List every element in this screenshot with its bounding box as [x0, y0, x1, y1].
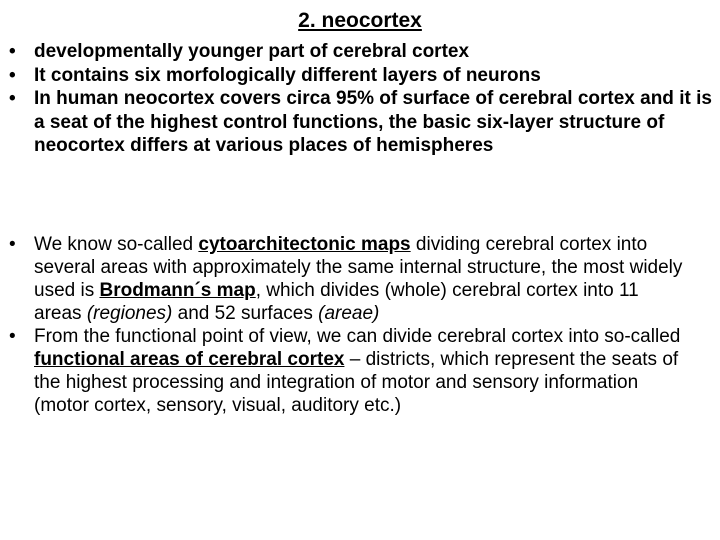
- bullet-list-primary: [0, 40, 720, 158]
- list-item-text: [34, 234, 682, 324]
- list-item: [0, 64, 720, 88]
- list-item-text: [34, 326, 680, 416]
- term-regiones: (regiones): [86, 303, 173, 324]
- list-item-text: It contains six morfologically different layers of neurons: [34, 64, 541, 86]
- bullet-icon: •: [9, 88, 16, 109]
- list-item: [0, 87, 720, 158]
- bullet-icon: •: [9, 41, 16, 62]
- text-run: , which divides (whole) cerebral cortex into 11 areas: [34, 280, 639, 324]
- text-run: and 52 surfaces: [172, 303, 319, 324]
- term-functional-areas: functional areas of cerebral cortex: [34, 349, 345, 370]
- list-item: [0, 40, 720, 64]
- text-run: – districts, which represent the seats of the highest processing and integration of motor and sensory information (motor cortex, sensory, visual, auditory etc.): [34, 349, 679, 416]
- list-item-text: developmentally younger part of cerebral cortex: [34, 41, 470, 62]
- text-run: From the functional point of view, we can divide cerebral cortex into so-called: [34, 326, 681, 347]
- text-run: We know so-called: [34, 234, 199, 255]
- bullet-icon: •: [9, 326, 16, 347]
- slide-title: 2. neocortex: [298, 9, 422, 32]
- term-cytoarchitectonic-maps: cytoarchitectonic maps: [198, 234, 411, 255]
- bullet-list-secondary: [0, 233, 690, 417]
- list-item: [0, 233, 690, 325]
- bullet-icon: •: [9, 234, 16, 255]
- text-run: dividing cerebral cortex into several areas with approximately the same internal structure, the most widely used is: [34, 234, 683, 301]
- term-areae: (areae): [318, 303, 380, 324]
- list-item: [0, 325, 690, 417]
- bullet-icon: •: [9, 64, 16, 86]
- list-item-text: In human neocortex covers circa 95% of surface of cerebral cortex and it is a seat of the highest control functions, the basic six-layer structure of neocortex differs at various places of hemispheres: [34, 88, 712, 156]
- term-brodmann-map: Brodmann´s map: [99, 280, 256, 301]
